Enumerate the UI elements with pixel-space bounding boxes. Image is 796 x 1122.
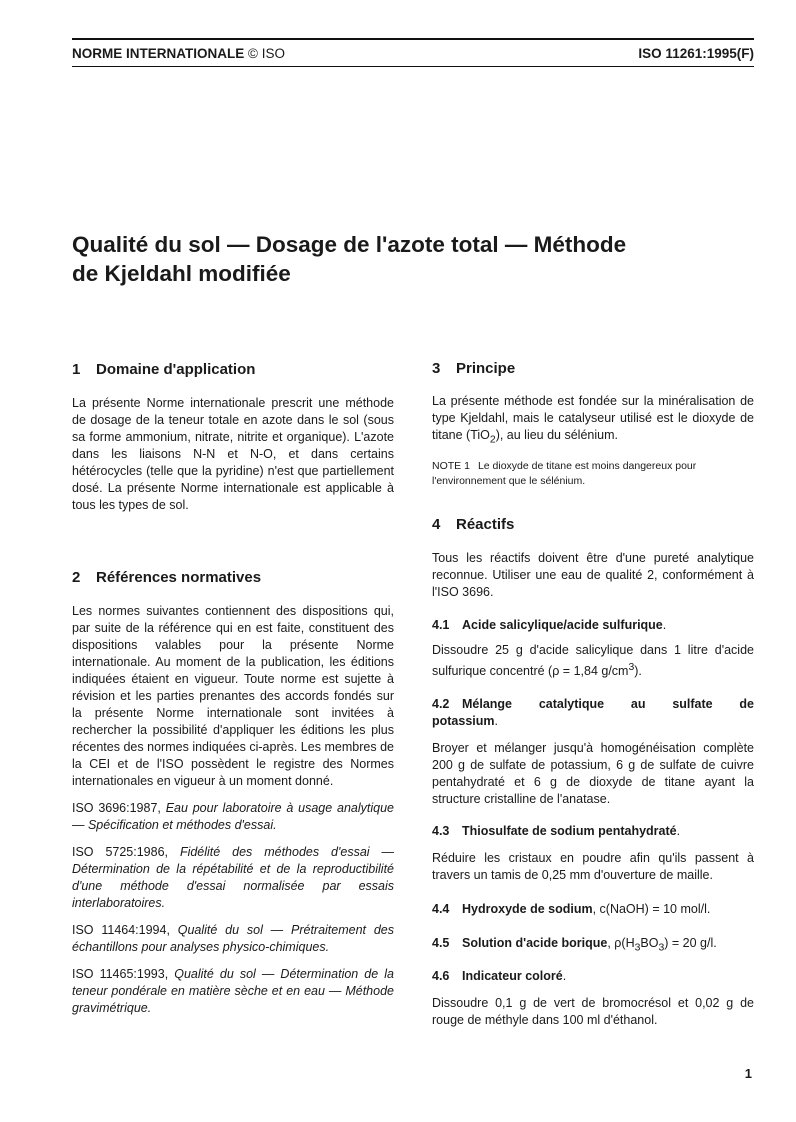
header-standard-label: NORME INTERNATIONALE — [72, 46, 245, 61]
reference-code: ISO 5725:1986, — [72, 845, 169, 859]
subsection-4-3-body: Réduire les cristaux en poudre afin qu'ils passent à travers un tamis de 0,25 mm d'ouverture de maille. — [432, 850, 754, 882]
section-1-body: La présente Norme internationale prescrit une méthode de dosage de la teneur totale en azote dans le sol (sous sa forme ammonium, nitrate, nitrite et organique). L'azote dans les liaisons N-N et N-O, et dans certains hétérocycles (telle que la pyridine) n'est que partiellement dosé. La présente Norme internationale est applicable à tous les types de sol. — [72, 396, 394, 512]
subsection-4-1-text: Dissoudre 25 g d'acide salicylique dans 1 litre d'acide sulfurique concentré — [432, 642, 754, 678]
subsection-4-6-heading — [432, 968, 754, 985]
boric-sub-2: 3 — [658, 942, 665, 954]
section-3-number: 3 — [432, 360, 441, 377]
section-3-body — [432, 393, 754, 449]
title-line-2: de Kjeldahl modifiée — [72, 261, 291, 286]
reference-title: Eau pour laboratoire à usage analytique — Spécification et méthodes d'essai. — [72, 801, 394, 832]
title-line-1: Qualité du sol — Dosage de l'azote total — Méthode — [72, 232, 627, 257]
boric-formula-end: ) = 20 g/l. — [664, 935, 717, 950]
reference-item — [72, 922, 394, 956]
section-3-heading — [432, 359, 754, 379]
subsection-4-5-number: 4.5 — [432, 935, 450, 950]
subsection-4-5-heading — [432, 935, 754, 957]
reference-code: ISO 11464:1994, — [72, 923, 170, 937]
note-1 — [432, 459, 754, 489]
section-3-body-text: La présente méthode est fondée sur la minéralisation de type Kjeldahl, mais le catalyseur utilisé est le dioxyde de titane (TiO — [432, 394, 754, 442]
subsection-4-2-title: Mélange catalytique au sulfate de — [462, 696, 754, 711]
header-bottom-rule — [72, 66, 754, 67]
heading-period: . — [562, 969, 567, 984]
subsection-4-2-heading-line — [432, 696, 754, 713]
heading-period: . — [494, 713, 498, 728]
boric-sub-1: 3 — [634, 942, 641, 954]
reference-item — [72, 800, 394, 834]
section-3-body-text-end: ), au lieu du sélénium. — [495, 428, 618, 442]
header-copyright: © ISO — [248, 46, 285, 61]
section-2-title: Références normatives — [96, 569, 262, 586]
reference-title: Qualité du sol — Prétraitement des échantillons pour analyses physico-chimiques. — [72, 923, 394, 954]
subsection-4-1-body — [432, 642, 754, 680]
boric-formula-mid: BO — [640, 935, 659, 950]
left-column — [72, 360, 394, 1017]
subsection-4-1-heading — [432, 617, 754, 634]
section-4-intro: Tous les réactifs doivent être d'une pureté analytique reconnue. Utiliser une eau de qualité 2, conformément à l'ISO 3696. — [432, 550, 754, 599]
section-2-body: Les normes suivantes contiennent des dispositions qui, par suite de la référence qui en est faite, constituent des dispositions valables pour la présente Norme internationale. Au moment de la publication, les éditions indiquées étaient en vigueur. Toute norme est sujette à révision et les parties prenantes des accords fondés sur la présente Norme internationale sont invitées à rechercher la possibilité d'appliquer les éditions les plus récentes des normes indiquées ci-après. Les membres de la CEI et de l'ISO possèdent le registre des Normes internationales en vigueur à un moment donné. — [72, 604, 394, 788]
reference-title: Fidélité des méthodes d'essai — Détermination de la répétabilité et de la reproductibilité d'une méthode d'essai normalisée par essais interlaboratoires. — [72, 845, 394, 910]
right-column — [432, 359, 754, 1029]
subsection-4-3-heading — [432, 823, 754, 840]
subsection-4-4-number: 4.4 — [432, 901, 450, 916]
subsection-4-3-title: Thiosulfate de sodium pentahydraté — [462, 823, 677, 838]
section-3-title: Principe — [456, 360, 516, 377]
heading-period: . — [662, 617, 667, 632]
reference-item — [72, 966, 394, 1017]
heading-period: . — [676, 823, 681, 838]
header-doc-id: ISO 11261:1995(F) — [638, 46, 754, 61]
page-header — [72, 46, 754, 62]
note-text: Le dioxyde de titane est moins dangereux pour l'environnement que le sélénium. — [432, 459, 697, 487]
reference-item — [72, 844, 394, 912]
subsection-4-2-heading-line-2 — [432, 713, 754, 730]
subsection-4-4-heading — [432, 901, 754, 918]
subsection-4-6-body: Dissoudre 0,1 g de vert de bromocrésol et 0,02 g de rouge de méthyle dans 100 ml d'éthanol. — [432, 996, 754, 1028]
density-superscript: 3 — [628, 661, 635, 673]
subsection-4-1-number: 4.1 — [432, 617, 450, 632]
density-formula-end: ). — [634, 663, 642, 678]
naoh-formula: , c(NaOH) = 10 mol/l. — [592, 901, 711, 916]
section-2-heading — [72, 568, 394, 588]
subsection-4-3-number: 4.3 — [432, 823, 450, 838]
subsection-4-1-title: Acide salicylique/acide sulfurique — [462, 617, 663, 632]
section-4-number: 4 — [432, 515, 441, 533]
subsection-4-2-title-end: potassium — [432, 713, 495, 728]
density-formula: (ρ = 1,84 g/cm — [548, 663, 629, 678]
subsection-4-6-title: Indicateur coloré — [462, 969, 563, 984]
section-4-heading — [432, 515, 754, 535]
section-2-number: 2 — [72, 569, 81, 586]
note-label: NOTE 1 — [432, 459, 470, 472]
section-1-title: Domaine d'application — [96, 361, 256, 378]
page-number: 1 — [744, 1066, 752, 1081]
subsection-4-2-number: 4.2 — [432, 696, 450, 711]
section-1-heading — [72, 360, 394, 380]
reference-title: Qualité du sol — Détermination de la teneur pondérale en matière sèche et en eau — Méthode gravimétrique. — [72, 967, 394, 1015]
boric-formula: , ρ(H — [607, 935, 635, 950]
header-left — [72, 46, 285, 61]
subsection-4-5-title: Solution d'acide borique — [462, 935, 608, 950]
reference-code: ISO 11465:1993, — [72, 967, 169, 981]
subsection-4-2-body: Broyer et mélanger jusqu'à homogénéisation complète 200 g de sulfate de potassium, 6 g de sulfate de cuivre pentahydraté et 6 g de dioxyde de titane ayant la structure cristalline de l'anatase. — [432, 740, 754, 806]
subsection-4-4-title: Hydroxyde de sodium — [462, 901, 593, 916]
section-3-subscript: 2 — [489, 434, 496, 446]
reference-code: ISO 3696:1987, — [72, 801, 161, 815]
section-1-number: 1 — [72, 361, 81, 378]
subsection-4-2-heading — [432, 696, 754, 730]
subsection-4-6-number: 4.6 — [432, 969, 450, 984]
document-title — [72, 230, 752, 288]
section-4-title: Réactifs — [456, 515, 515, 533]
header-top-rule — [72, 38, 754, 40]
